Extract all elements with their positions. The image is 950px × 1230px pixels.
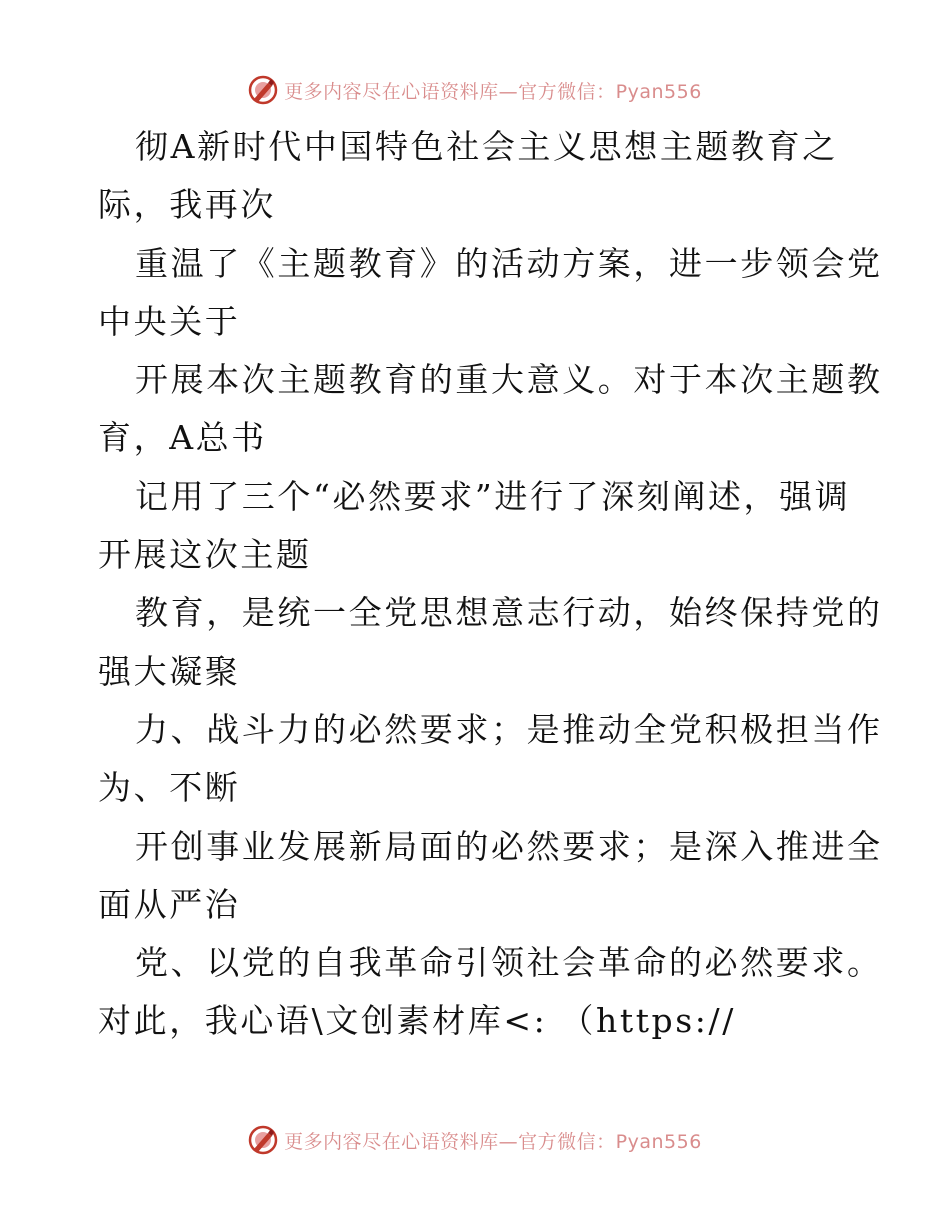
header-banner-text: 更多内容尽在心语资料库—官方微信：Pyan556: [284, 80, 702, 103]
text-line: 重温了《主题教育》的活动方案，进一步领会党: [135, 243, 883, 283]
red-circle-pen-logo-icon: [248, 1125, 278, 1155]
text-line: 开展这次主题: [98, 535, 312, 575]
text-line: 开创事业发展新局面的必然要求；是深入推进全: [135, 826, 883, 866]
text-line: 育，A总书: [98, 418, 267, 458]
text-line: 际，我再次: [98, 185, 276, 225]
header-banner: [0, 70, 950, 110]
red-circle-pen-logo-icon: [248, 75, 278, 105]
text-line: 对此，我心语\文创素材库<: （https://: [98, 1001, 736, 1041]
document-body: [98, 118, 883, 1051]
text-line: 记用了三个“必然要求”进行了深刻阐述，强调: [135, 476, 851, 516]
footer-banner: [0, 1120, 950, 1160]
text-line: 为、不断: [98, 768, 241, 808]
text-line: 面从严治: [98, 884, 241, 924]
text-line: 力、战斗力的必然要求；是推动全党积极担当作: [135, 709, 883, 749]
footer-banner-text: 更多内容尽在心语资料库—官方微信：Pyan556: [284, 1130, 702, 1153]
text-line: 开展本次主题教育的重大意义。对于本次主题教: [135, 360, 883, 400]
text-line: 强大凝聚: [98, 651, 241, 691]
text-line: 党、以党的自我革命引领社会革命的必然要求。: [135, 943, 883, 983]
text-line: 中央关于: [98, 301, 241, 341]
text-line: 教育，是统一全党思想意志行动，始终保持党的: [135, 593, 883, 633]
text-line: 彻A新时代中国特色社会主义思想主题教育之: [135, 127, 838, 166]
